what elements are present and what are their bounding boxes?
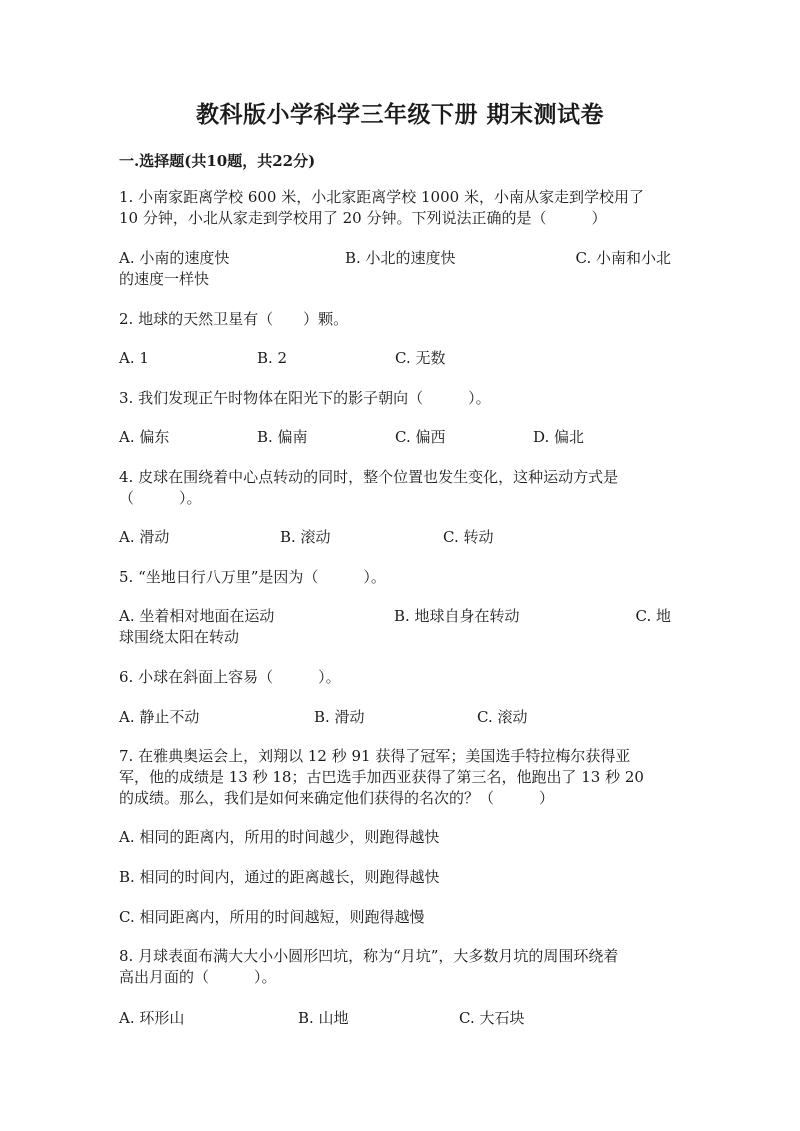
question-5-options bbox=[119, 606, 671, 648]
question-8-line-1: 8. 月球表面布满大大小小圆形凹坑，称为“月坑”，大多数月坑的周围环绕着 bbox=[119, 947, 619, 965]
option-a[interactable]: A. 小南的速度快 bbox=[119, 249, 230, 267]
option-b[interactable]: B. 小北的速度快 bbox=[345, 249, 456, 267]
option-c-continued: 球围绕太阳在转动 bbox=[119, 628, 240, 646]
question-3-options bbox=[119, 427, 679, 448]
option-a[interactable]: A. 相同的距离内，所用的时间越少，则跑得越快 bbox=[119, 828, 440, 846]
question-6-options bbox=[119, 707, 679, 728]
question-8-options bbox=[119, 1008, 679, 1029]
question-7-line-1: 7. 在雅典奥运会上，刘翔以 12 秒 91 获得了冠军；美国选手特拉梅尔获得亚 bbox=[119, 747, 631, 765]
option-c-continued: 的速度一样快 bbox=[119, 270, 210, 288]
question-4 bbox=[119, 467, 679, 509]
option-a[interactable]: A. 滑动 bbox=[119, 528, 170, 546]
option-c[interactable]: C. 滚动 bbox=[477, 708, 528, 726]
question-5: 5. “坐地日行八万里”是因为（ ）。 bbox=[119, 568, 386, 586]
question-4-line-1: 4. 皮球在围绕着中心点转动的同时，整个位置也发生变化，这种运动方式是 bbox=[119, 468, 619, 486]
question-1-options bbox=[119, 248, 671, 290]
option-c[interactable]: C. 无数 bbox=[395, 349, 446, 367]
question-1-line-2: 10 分钟，小北从家走到学校用了 20 分钟。下列说法正确的是（ ） bbox=[119, 209, 607, 227]
question-1 bbox=[119, 187, 679, 229]
page-title: 教科版小学科学三年级下册 期末测试卷 bbox=[195, 101, 604, 128]
option-b[interactable]: B. 山地 bbox=[298, 1009, 349, 1027]
option-a[interactable]: A. 坐着相对地面在运动 bbox=[119, 607, 275, 625]
option-a[interactable]: A. 环形山 bbox=[119, 1009, 185, 1027]
question-4-line-2: （ ）。 bbox=[119, 489, 202, 507]
question-8-line-2: 高出月面的（ ）。 bbox=[119, 968, 277, 986]
option-b[interactable]: B. 2 bbox=[257, 349, 288, 367]
option-a[interactable]: A. 1 bbox=[119, 349, 149, 367]
option-c[interactable]: C. 地 bbox=[635, 607, 671, 625]
option-b[interactable]: B. 相同的时间内，通过的距离越长，则跑得越快 bbox=[119, 868, 440, 886]
option-a[interactable]: A. 偏东 bbox=[119, 428, 170, 446]
question-7 bbox=[119, 746, 679, 809]
option-b[interactable]: B. 偏南 bbox=[257, 428, 308, 446]
question-2-options bbox=[119, 348, 679, 369]
question-8 bbox=[119, 946, 679, 988]
option-c[interactable]: C. 偏西 bbox=[395, 428, 446, 446]
question-4-options bbox=[119, 527, 679, 548]
question-7-line-3: 的成绩。那么，我们是如何来确定他们获得的名次的？（ ） bbox=[119, 789, 555, 807]
question-7-line-2: 军，他的成绩是 13 秒 18；古巴选手加西亚获得了第三名，他跑出了 13 秒 20 bbox=[119, 768, 644, 786]
question-1-line-1: 1. 小南家距离学校 600 米，小北家距离学校 1000 米，小南从家走到学校用了 bbox=[119, 188, 644, 206]
option-c[interactable]: C. 小南和小北 bbox=[575, 249, 671, 267]
option-b[interactable]: B. 地球自身在转动 bbox=[394, 607, 520, 625]
option-a[interactable]: A. 静止不动 bbox=[119, 708, 200, 726]
option-b[interactable]: B. 滚动 bbox=[280, 528, 331, 546]
option-b[interactable]: B. 滑动 bbox=[314, 708, 365, 726]
question-2: 2. 地球的天然卫星有（ ）颗。 bbox=[119, 310, 349, 328]
option-d[interactable]: D. 偏北 bbox=[533, 428, 585, 446]
option-c[interactable]: C. 大石块 bbox=[459, 1009, 525, 1027]
section-heading: 一.选择题(共10题，共22分) bbox=[119, 152, 316, 170]
option-c[interactable]: C. 相同距离内，所用的时间越短，则跑得越慢 bbox=[119, 908, 425, 926]
question-3: 3. 我们发现正午时物体在阳光下的影子朝向（ ）。 bbox=[119, 389, 491, 407]
option-c[interactable]: C. 转动 bbox=[443, 528, 494, 546]
question-6: 6. 小球在斜面上容易（ ）。 bbox=[119, 668, 341, 686]
